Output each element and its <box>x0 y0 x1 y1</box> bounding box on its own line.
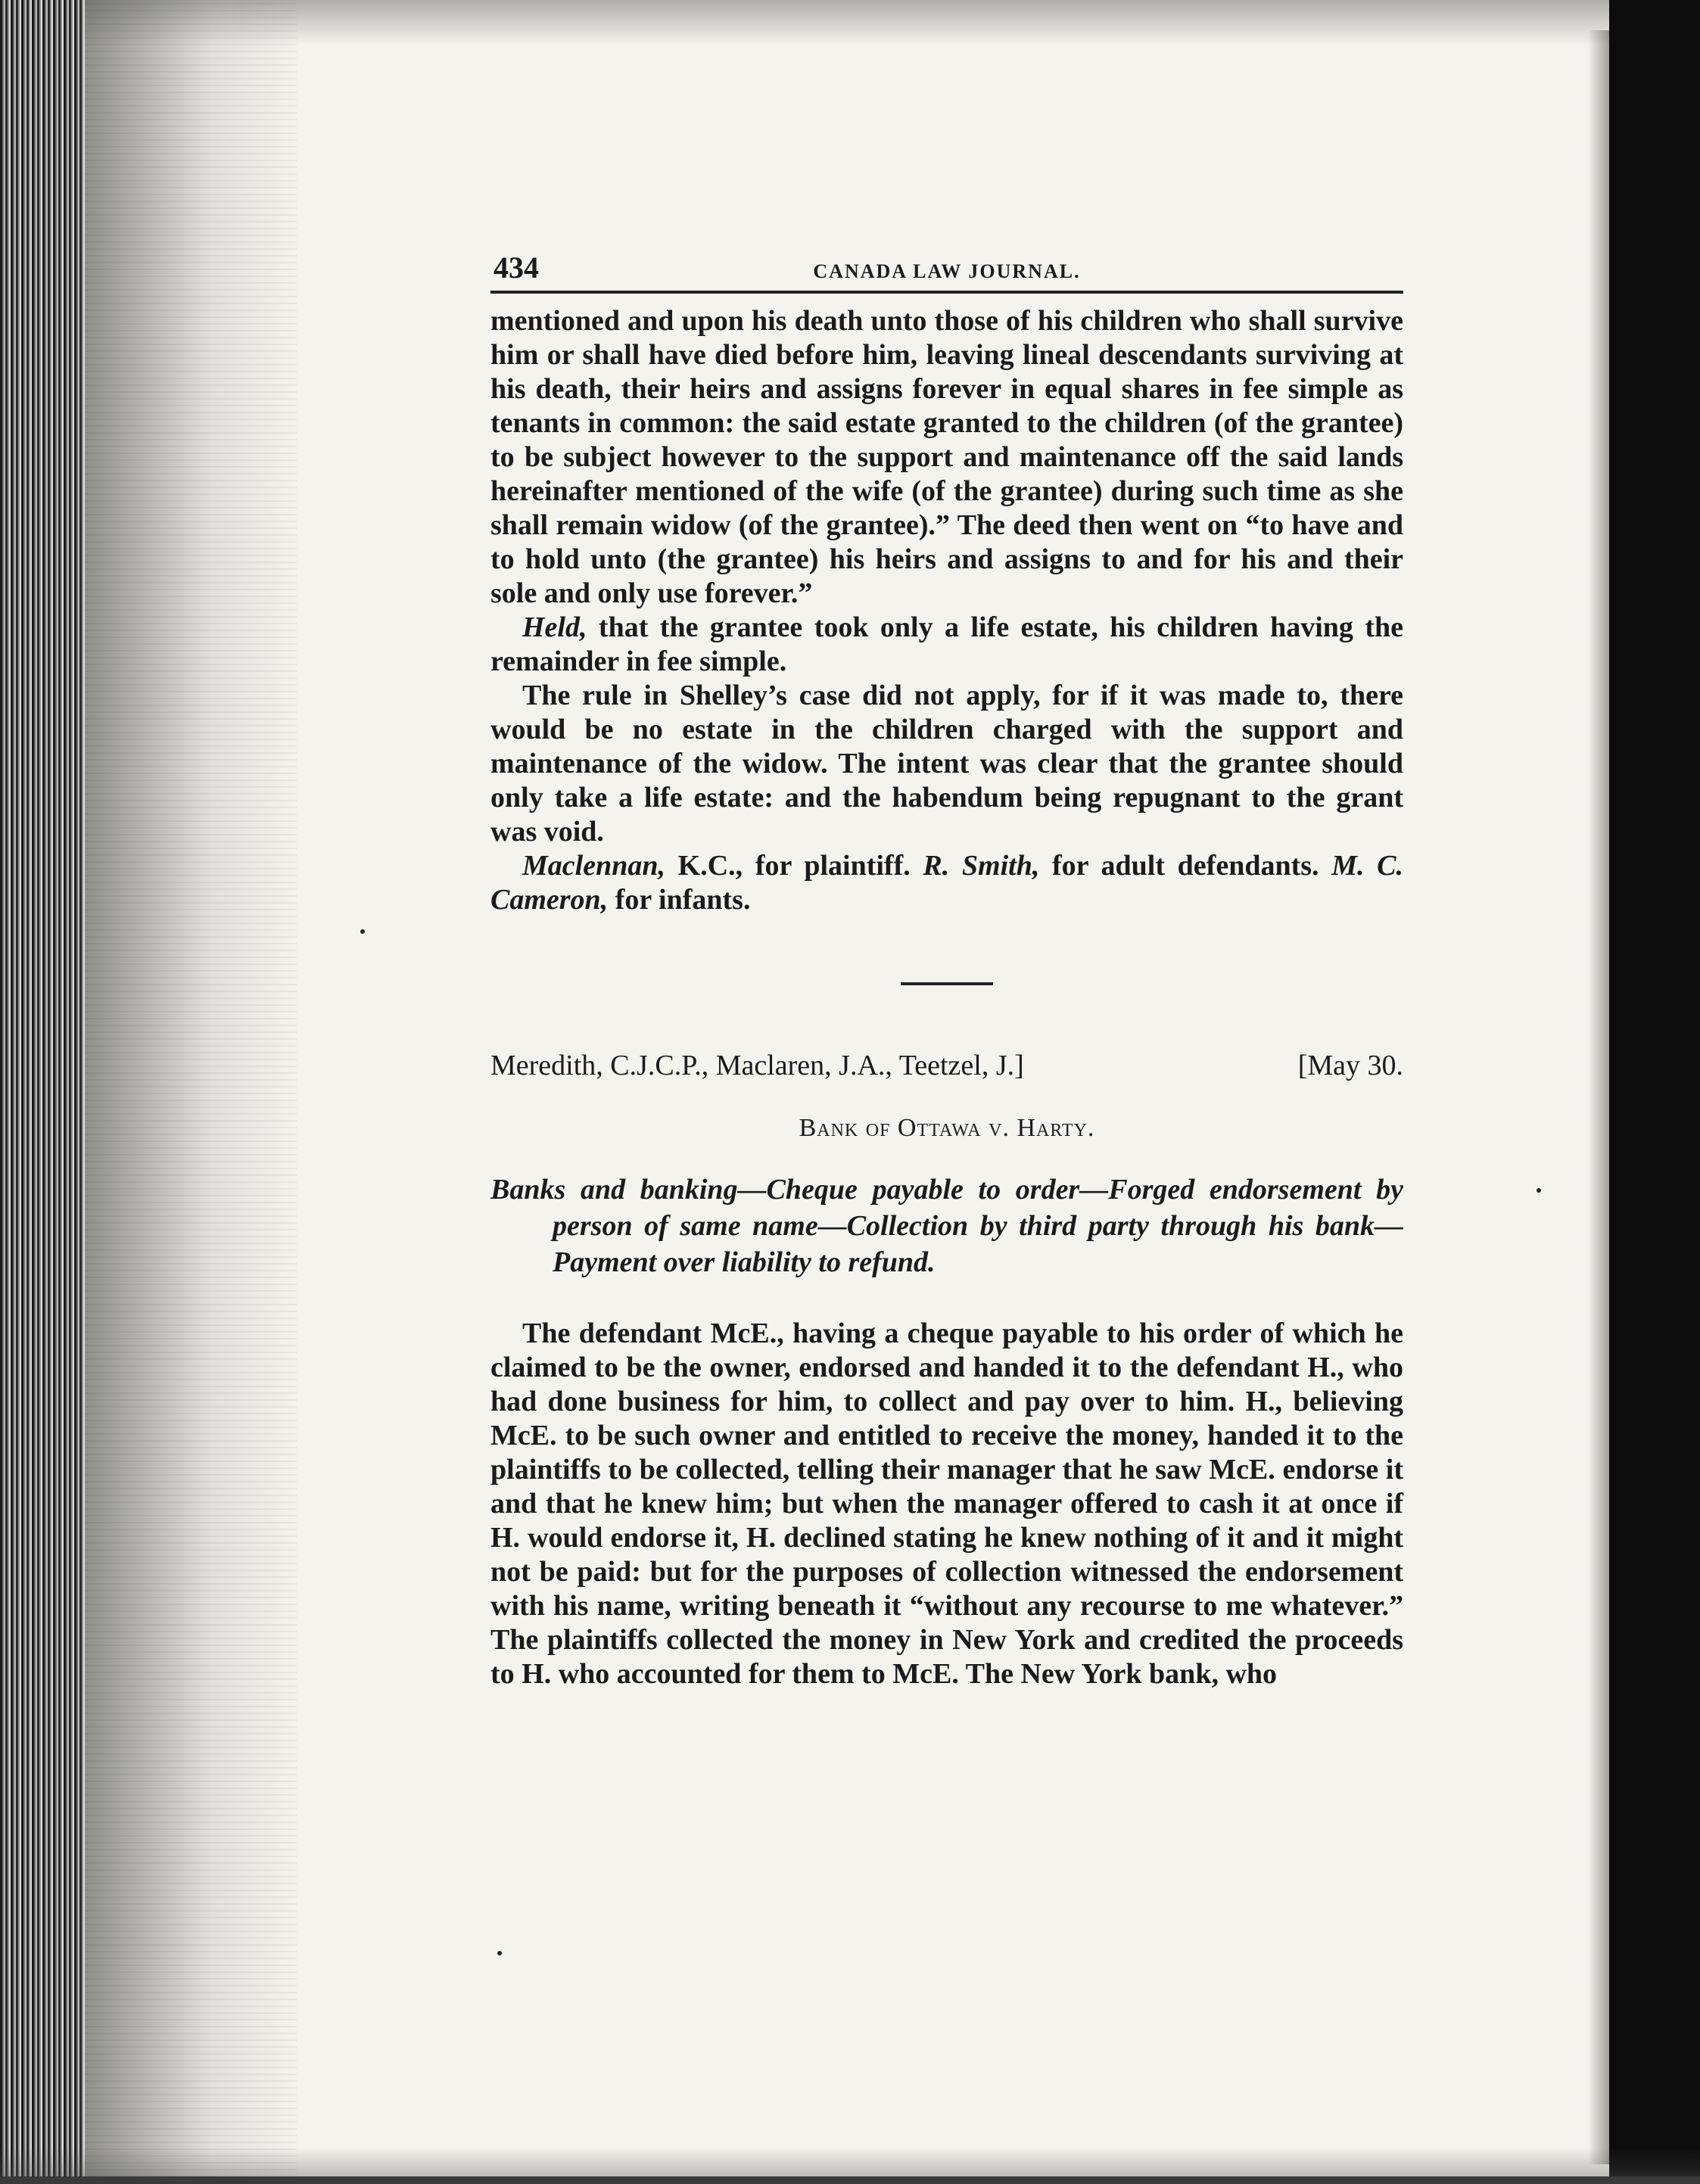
scan-binding-edge <box>0 0 85 2184</box>
scan-shadow <box>85 0 297 2184</box>
held-label: Held, <box>522 611 587 643</box>
scan-bottom-edge <box>0 2148 1700 2184</box>
counsel-adult-name: R. Smith, <box>923 850 1040 882</box>
scan-right-edge <box>1609 0 1700 2184</box>
counsel-paragraph <box>490 849 1403 917</box>
deed-paragraph: mentioned and upon his death unto those of his children who shall survive him or shall have died before him, leaving lineal descendants surviving at his death, their heirs and assigns forever in equal shares in fee simple as tenants in common: the said estate granted to the children (of the grantee) to be subject however to the support and maintenance off the said lands hereinafter mentioned of the wife (of the grantee) during such time as she shall remain widow (of the grantee).” The deed then went on “to have and to hold unto (the grantee) his heirs and assigns to and for his and their sole and only use forever.” <box>490 305 1403 609</box>
counsel-plaintiff-role: K.C., for plaintiff. <box>677 850 911 882</box>
court-line <box>490 1049 1403 1084</box>
held-paragraph <box>490 611 1403 679</box>
scan-speck <box>1537 1188 1541 1193</box>
first-case-text <box>490 304 1403 917</box>
counsel-adult-role: for adult defendants. <box>1052 850 1319 882</box>
facts-paragraph: The defendant McE., having a cheque payable to his order of which he claimed to be the owner, endorsed and handed it to the defendant H., who had done business for him, to collect and pay over to him. H., believing McE. to be such owner and entitled to receive the money, handed it to the plaintiffs to be collected, telling their manager that he saw McE. endorse it and that he knew him; but when the manager offered to cash it at once if H. would endorse it, H. declined stating he knew nothing of it and it might not be paid: but for the purposes of collection witnessed the endorsement with his name, writing beneath it “without any recourse to me whatever.” The plaintiffs collected the money in New York and credited the proceeds to H. who accounted for them to McE. The New York bank, who <box>490 1318 1403 1690</box>
scan-right-shadow <box>1588 30 1609 2164</box>
rule-paragraph: The rule in Shelley’s case did not apply, for if it was made to, there would be no estate in the children charged with the support and maintenance of the widow. The intent was clear that the grantee should only take a life estate: and the habendum being repugnant to the grant was void. <box>490 680 1403 848</box>
running-head <box>490 250 1403 294</box>
judges-names: Meredith, C.J.C.P., Maclaren, J.A., Teetzel, J.] <box>490 1050 1024 1081</box>
page-number: 434 <box>493 250 539 285</box>
headnote: Banks and banking—Cheque payable to order—Forged endorsement by person of same name—Collection by third party through his bank—Payment over liability to refund. <box>490 1174 1403 1278</box>
scan-speck <box>360 929 365 934</box>
case-title: Bank of Ottawa v. Harty. <box>799 1114 1095 1142</box>
counsel-infants-name: M. C. Cameron, <box>490 850 1404 916</box>
section-divider <box>901 982 993 985</box>
held-text: that the grantee took only a life estate, his children having the remainder in fee simple. <box>490 611 1403 677</box>
journal-page <box>490 250 1403 1990</box>
counsel-plaintiff-name: Maclennan, <box>522 850 665 882</box>
second-case-text <box>490 1317 1403 1691</box>
journal-title: CANADA LAW JOURNAL. <box>813 260 1081 282</box>
scan-top-edge <box>85 0 1609 45</box>
counsel-infants-role: for infants. <box>615 884 751 916</box>
decision-date: [May 30. <box>1297 1050 1403 1081</box>
